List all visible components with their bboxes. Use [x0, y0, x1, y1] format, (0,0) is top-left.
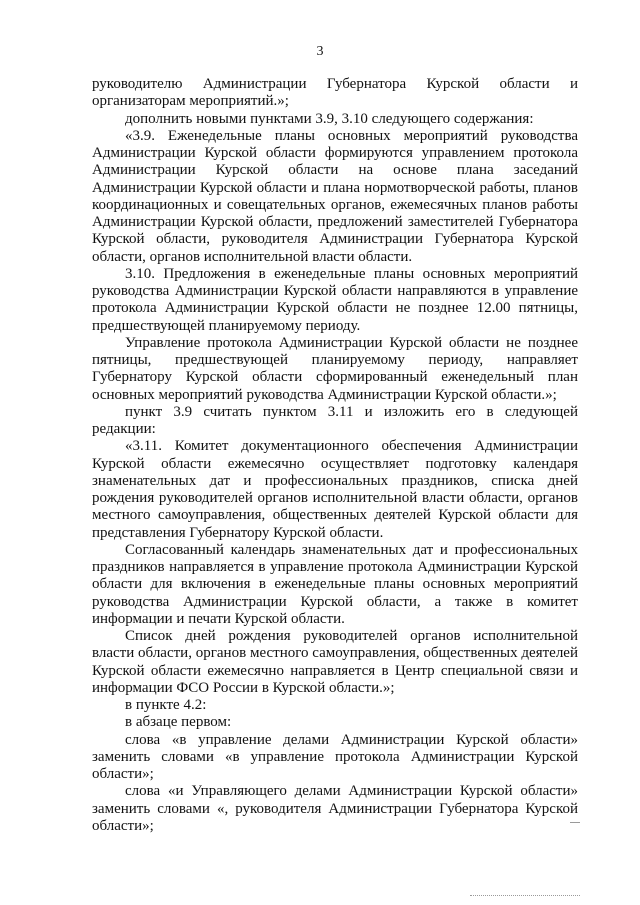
scan-edge-marks	[470, 895, 580, 898]
paragraph-13: слова «и Управляющего делами Администрации Курской области» заменить словами «, руководителя Администрации Губернатора Курской области»;	[92, 783, 578, 834]
paragraph-7: «3.11. Комитет документационного обеспечения Администрации Курской области ежемесячно осуществляет подготовку календаря знаменательных дат и профессиональных праздников, списка дней рождения руководителей органов исполнительной власти области, органов местного самоуправления, общественных деятелей Курской области для представления Губернатору Курской области.	[92, 438, 578, 541]
page-number: 3	[316, 44, 324, 59]
document-body	[92, 76, 578, 835]
paragraph-6: пункт 3.9 считать пунктом 3.11 и изложить его в следующей редакции:	[92, 403, 578, 437]
scan-mark	[570, 822, 580, 823]
paragraph-9: Список дней рождения руководителей органов исполнительной власти области, органов местного самоуправления, общественных деятелей Курской области ежемесячно направляется в Центр специальной связи и информации ФСО России в Курской области.»;	[92, 628, 578, 696]
paragraph-8: Согласованный календарь знаменательных дат и профессиональных праздников направляется в управление протокола Администрации Курской области для включения в еженедельные планы основных мероприятий руководства Администрации Курской области, а также в комитет информации и печати Курской области.	[92, 541, 578, 627]
paragraph-1: руководителю Администрации Губернатора Курской области и организаторам мероприятий.»;	[92, 76, 578, 110]
paragraph-5: Управление протокола Администрации Курской области не позднее пятницы, предшествующей планируемому периоду, направляет Губернатору Курской области сформированный еженедельный план основных мероприятий руководства Администрации Курской области.»;	[92, 334, 578, 403]
paragraph-4: 3.10. Предложения в еженедельные планы основных мероприятий руководства Администрации Курской области направляются в управление протокола Администрации Курской области не позднее 12.00 пятницы, предшествующей планируемому периоду.	[92, 265, 578, 334]
paragraph-12: слова «в управление делами Администрации Курской области» заменить словами «в управление протокола Администрации Курской области»;	[92, 731, 578, 782]
paragraph-10: в пункте 4.2:	[125, 697, 207, 713]
paragraph-11: в абзаце первом:	[125, 714, 232, 731]
paragraph-3: «3.9. Еженедельные планы основных мероприятий руководства Администрации Курской области формируются управлением протокола Администрации Курской области на основе плана заседаний Администрации Курской области и плана нормотворческой работы, планов координационных и совещательных органов, ежемесячных планов работы Администрации Курской области, предложений заместителей Губернатора Курской области, руководителя Администрации Губернатора Курской области, органов исполнительной власти области.	[92, 127, 578, 265]
paragraph-2: дополнить новыми пунктами 3.9, 3.10 следующего содержания:	[125, 110, 534, 127]
